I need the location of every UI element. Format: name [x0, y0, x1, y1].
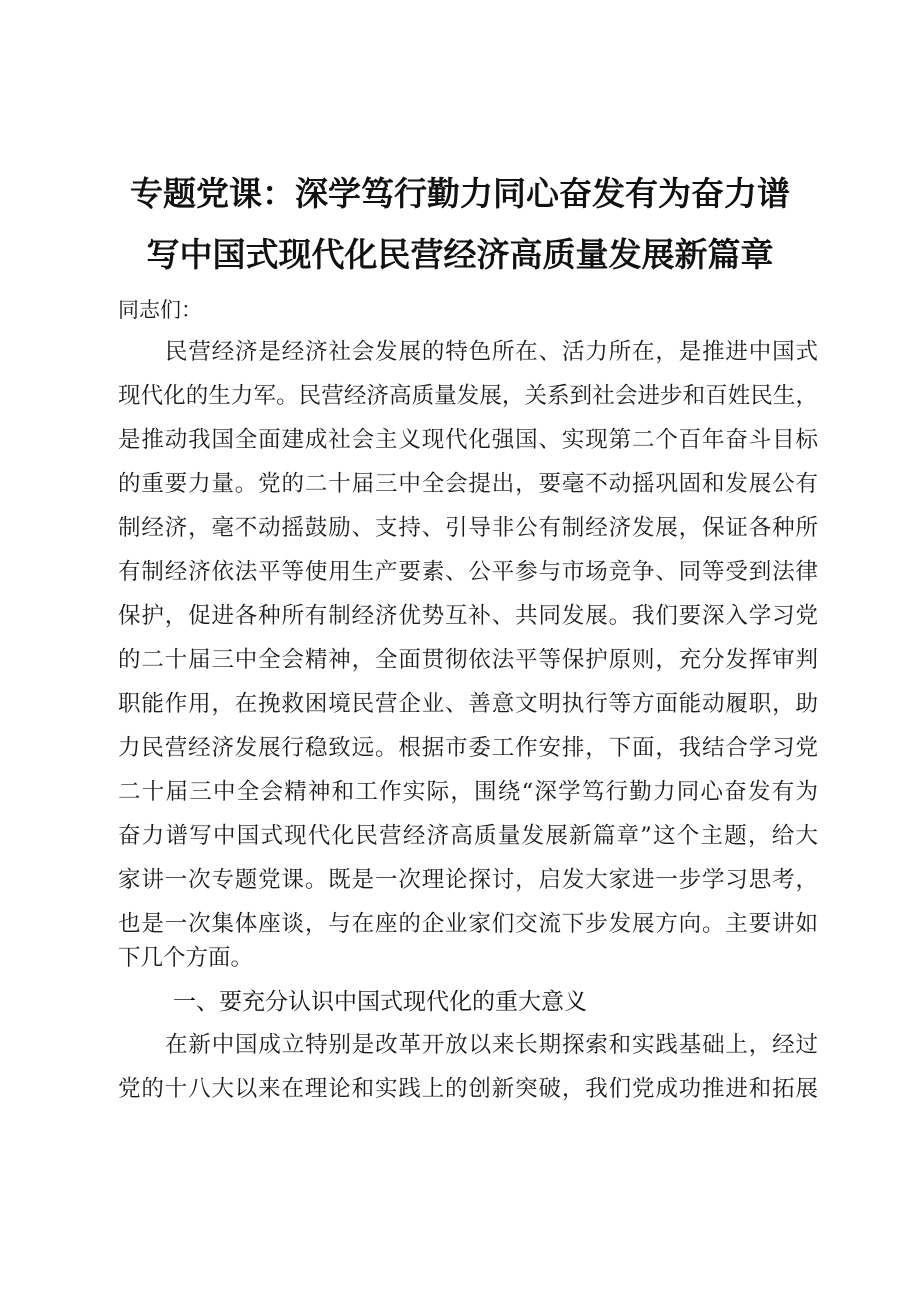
paragraph-line: 下几个方面。	[118, 945, 254, 971]
salutation: 同志们：	[118, 298, 202, 322]
paragraph-line: 党的十八大以来在理论和实践上的创新突破，我们党成功推进和拓展	[118, 1076, 818, 1102]
document-title-line-1: 专题党课：深学笃行勤力同心奋发有为奋力谱	[130, 174, 790, 213]
paragraph-line: 制经济，毫不动摇鼓励、支持、引导非公有制经济发展，保证各种所	[118, 515, 818, 541]
paragraph-line: 奋力谱写中国式现代化民营经济高质量发展新篇章”这个主题，给大	[118, 823, 818, 849]
paragraph-line: 是推动我国全面建成社会主义现代化强国、实现第二个百年奋斗目标	[118, 427, 818, 453]
paragraph-line: 力民营经济发展行稳致远。根据市委工作安排，下面，我结合学习党	[118, 735, 818, 761]
paragraph-line: 在新中国成立特别是改革开放以来长期探索和实践基础上，经过	[165, 1032, 818, 1058]
paragraph-line: 职能作用，在挽救困境民营企业、善意文明执行等方面能动履职，助	[118, 691, 818, 717]
paragraph-line: 也是一次集体座谈，与在座的企业家们交流下步发展方向。主要讲如	[118, 911, 818, 937]
paragraph-line: 二十届三中全会精神和工作实际，围绕“深学笃行勤力同心奋发有为	[118, 779, 818, 805]
paragraph-line: 现代化的生力军。民营经济高质量发展，关系到社会进步和百姓民生，	[118, 383, 818, 409]
paragraph-line: 民营经济是经济社会发展的特色所在、活力所在，是推进中国式	[165, 339, 818, 365]
paragraph-line: 家讲一次专题党课。既是一次理论探讨，启发大家进一步学习思考，	[118, 867, 818, 893]
document-title-line-2: 写中国式现代化民营经济高质量发展新篇章	[146, 235, 774, 274]
paragraph-line: 的重要力量。党的二十届三中全会提出，要毫不动摇巩固和发展公有	[118, 471, 818, 497]
paragraph-line: 有制经济依法平等使用生产要素、公平参与市场竞争、同等受到法律	[118, 559, 818, 585]
paragraph-line: 的二十届三中全会精神，全面贯彻依法平等保护原则，充分发挥审判	[118, 647, 818, 673]
paragraph-line: 保护，促进各种所有制经济优势互补、共同发展。我们要深入学习党	[118, 603, 818, 629]
section-heading-1: 一、要充分认识中国式现代化的重大意义	[173, 989, 587, 1015]
